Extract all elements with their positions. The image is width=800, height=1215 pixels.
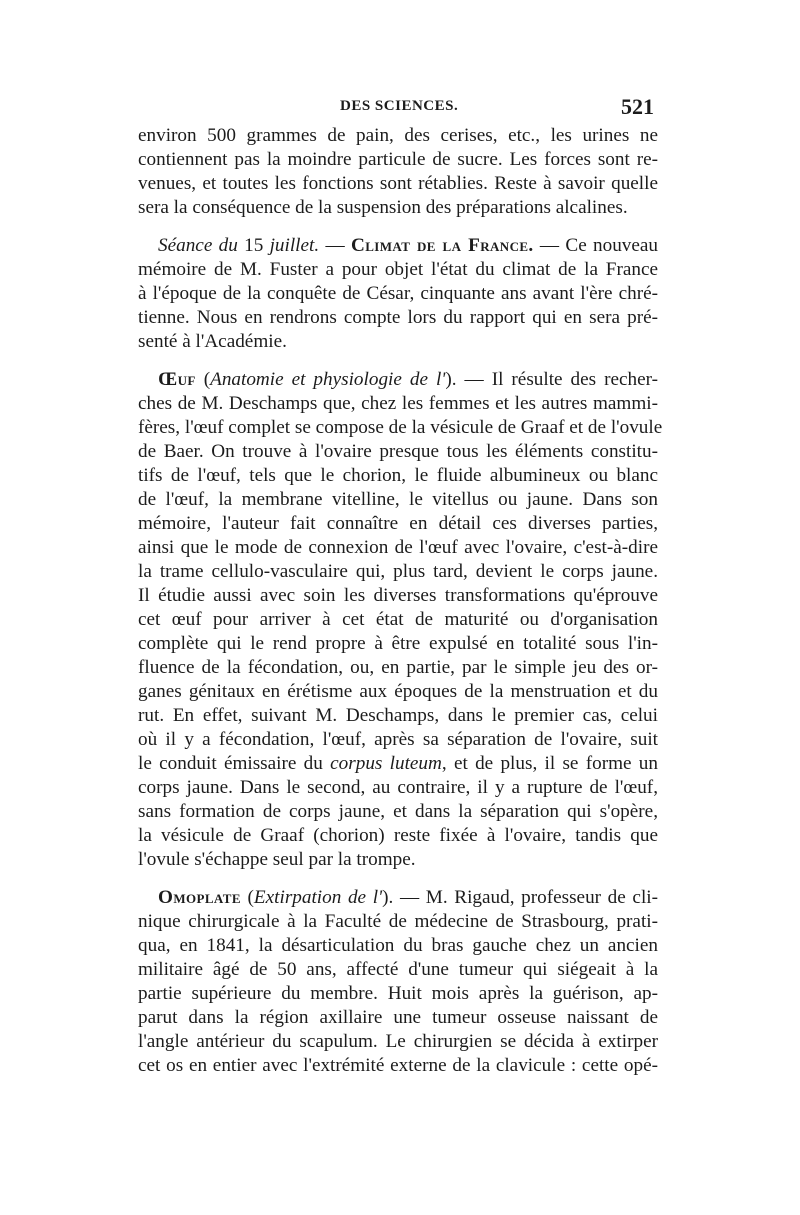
- italic-term: corpus luteum: [330, 753, 442, 774]
- text-line: ainsi que le mode de connexion de l'œuf avec l'ovaire, c'est-à-dire: [138, 537, 658, 558]
- text-fragment: — Ce nouveau: [539, 235, 659, 256]
- text-line: rut. En effet, suivant M. Deschamps, dans le premier cas, celui: [138, 705, 658, 726]
- entry-heading-note: Extirpation de l': [253, 887, 383, 908]
- entry-heading: Omoplate: [158, 887, 241, 908]
- text-line: contiennent pas la moindre particule de sucre. Les forces sont re-: [138, 149, 658, 170]
- text-line: parut dans la région axillaire une tumeur osseuse naissant de: [138, 1007, 658, 1028]
- text-line: fères, l'œuf complet se compose de la vésicule de Graaf et de l'ovule: [138, 417, 663, 438]
- text-line: fluence de la fécondation, ou, en partie, par le simple jeu des or-: [138, 657, 658, 678]
- text-line: de Baer. On trouve à l'ovaire presque tous les éléments constitu-: [138, 441, 658, 462]
- session-date: Séance du: [158, 235, 238, 256]
- text-line: de l'œuf, la membrane vitelline, le vitellus ou jaune. Dans son: [138, 489, 658, 510]
- text-line: venues, et toutes les fonctions sont rétablies. Reste à savoir quelle: [138, 173, 658, 194]
- text-line: cet os en entier avec l'extrémité externe de la clavicule : cette opé-: [138, 1055, 658, 1076]
- entry-heading: Climat de la France.: [350, 235, 534, 256]
- text-line: ches de M. Deschamps que, chez les femmes et les autres mammi-: [138, 393, 658, 414]
- text-line: Omoplate (Extirpation de l'). — M. Rigaud, professeur de cli-: [158, 887, 658, 908]
- text-line: militaire âgé de 50 ans, affecté d'une tumeur qui siégeait à la: [138, 959, 658, 980]
- session-day: 15: [244, 235, 264, 256]
- text-fragment: , et de plus, il se forme un: [441, 753, 658, 774]
- text-line: mémoire de M. Fuster a pour objet l'état du climat de la France: [138, 259, 658, 280]
- text-line: environ 500 grammes de pain, des cerises, etc., les urines ne: [138, 125, 658, 146]
- text-line: mémoire, l'auteur fait connaître en détail ces diverses parties,: [138, 513, 658, 534]
- text-line: tienne. Nous en rendrons compte lors du rapport qui en sera pré-: [138, 307, 658, 328]
- text-line: partie supérieure du membre. Huit mois après la guérison, ap-: [138, 983, 658, 1004]
- text-line: où il y a fécondation, l'œuf, après sa séparation de l'ovaire, suit: [138, 729, 658, 750]
- text-line: à l'époque de la conquête de César, cinquante ans avant l'ère chré-: [138, 283, 658, 304]
- text-line: sera la conséquence de la suspension des préparations alcalines.: [138, 197, 628, 218]
- text-line: complète qui le rend propre à être expulsé en totalité sous l'in-: [138, 633, 658, 654]
- text-line: corps jaune. Dans le second, au contraire, il y a rupture de l'œuf,: [138, 777, 658, 798]
- paragraph-omoplate: [138, 886, 658, 1078]
- body-text: [138, 124, 663, 1078]
- text-fragment: ). — Il résulte des recher-: [445, 369, 659, 390]
- text-fragment: ). — M. Rigaud, professeur de cli-: [382, 887, 658, 908]
- text-line: ganes génitaux en érétisme aux époques de la menstruation et du: [138, 681, 658, 702]
- text-line: sans formation de corps jaune, et dans la séparation qui s'opère,: [138, 801, 658, 822]
- session-month: juillet.: [269, 235, 320, 256]
- text-line: qua, en 1841, la désarticulation du bras gauche chez un ancien: [138, 935, 658, 956]
- text-line: la trame cellulo-vasculaire qui, plus tard, devient le corps jaune.: [138, 561, 658, 582]
- text-line: tifs de l'œuf, tels que le chorion, le fluide albumineux ou blanc: [138, 465, 658, 486]
- text-line: senté à l'Académie.: [138, 331, 287, 352]
- text-line: cet œuf pour arriver à cet état de maturité ou d'organisation: [138, 609, 658, 630]
- page-number: 521: [621, 94, 654, 119]
- text-fragment: le conduit émissaire du: [138, 753, 323, 774]
- text-line: nique chirurgicale à la Faculté de médecine de Strasbourg, prati-: [138, 911, 658, 932]
- entry-heading-note: Anatomie et physiologie de l': [210, 369, 446, 390]
- text-line: Œuf (Anatomie et physiologie de l'). — Il résulte des recher-: [158, 369, 659, 390]
- text-line: l'angle antérieur du scapulum. Le chirurgien se décida à extirper: [138, 1031, 658, 1052]
- page-header: [140, 94, 654, 122]
- paragraph-climat: [138, 234, 658, 354]
- running-head: DES SCIENCES.: [340, 98, 459, 114]
- paragraph-oeuf: [138, 368, 663, 872]
- entry-heading: Œuf: [158, 369, 196, 390]
- text-line: l'ovule s'échappe seul par la trompe.: [138, 849, 416, 870]
- text-line: Séance du 15 juillet. — Climat de la France. — Ce nouveau: [158, 235, 659, 256]
- paragraph-urines: [138, 124, 658, 220]
- text-line: Il étudie aussi avec soin les diverses transformations qu'éprouve: [138, 585, 658, 606]
- text-line: [138, 752, 658, 776]
- text-line: la vésicule de Graaf (chorion) reste fixée à l'ovaire, tandis que: [138, 825, 658, 846]
